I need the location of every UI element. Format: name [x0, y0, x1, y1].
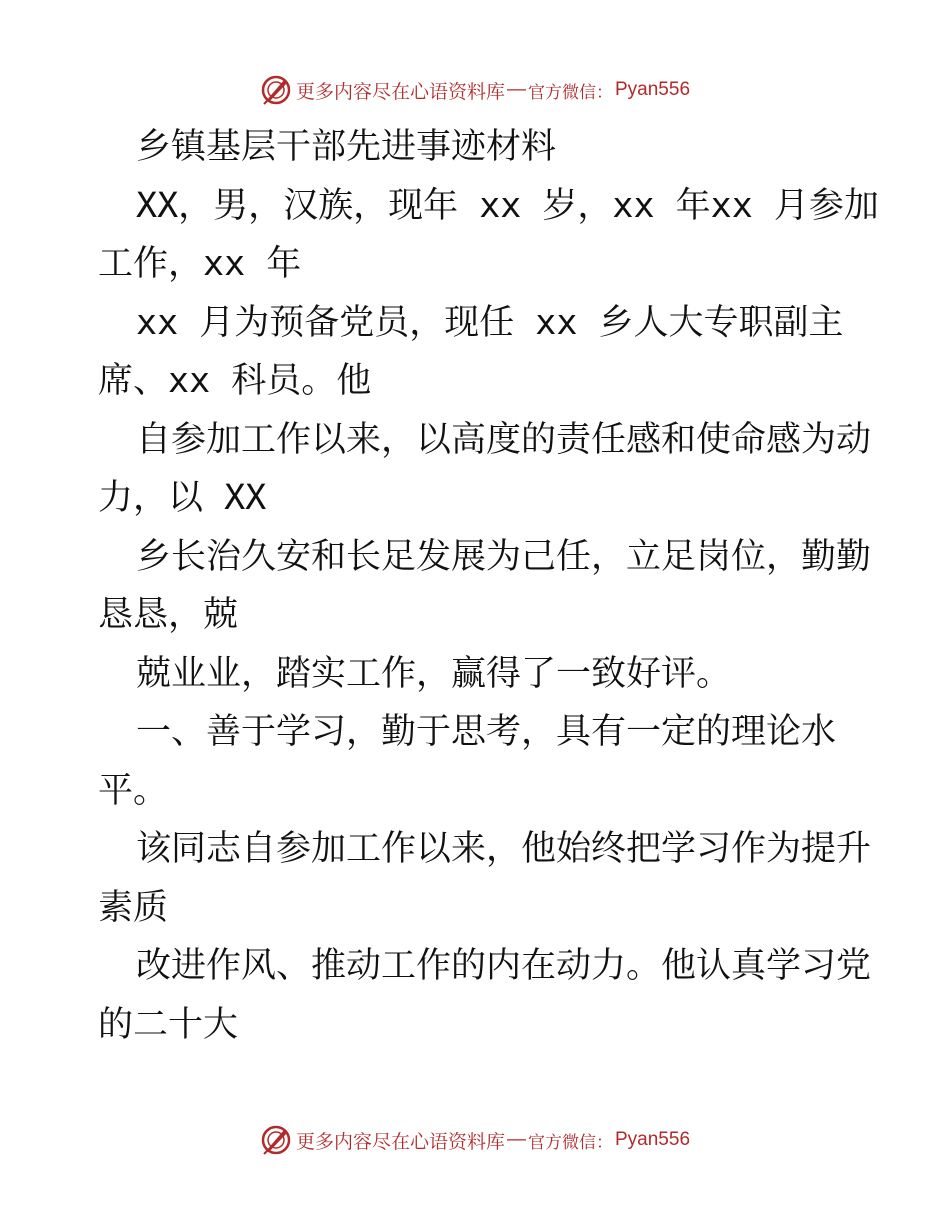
text-line: 该同志自参加工作以来，他始终把学习作为提升 — [136, 829, 872, 869]
text-line: 自参加工作以来，以高度的责任感和使命感为动 — [136, 419, 872, 460]
text-line: 的二十大 — [98, 1004, 239, 1045]
text-line: 乡长治久安和长足发展为己任，立足岗位，勤勤 — [136, 536, 872, 577]
text-line: 素质 — [98, 887, 169, 928]
quill-logo-icon — [260, 1124, 292, 1156]
text-line: 改进作风、推动工作的内在动力。他认真学习党 — [136, 946, 872, 986]
document-title: 乡镇基层干部先进事迹材料 — [136, 127, 557, 167]
footer-separator: — — [507, 1129, 526, 1150]
quill-logo-icon — [260, 74, 292, 106]
text-line: 力，以 XX — [98, 478, 267, 518]
text-line: 平。 — [98, 770, 169, 811]
footer-banner[interactable] — [0, 1120, 950, 1160]
header-wechat-label: 官方微信： — [528, 82, 613, 103]
header-brand-text: 更多内容尽在心语资料库 — [295, 80, 505, 103]
header-wechat-account: Pyan556 — [615, 79, 691, 100]
text-line: xx 月为预备党员，现任 xx 乡人大专职副主 — [136, 302, 844, 343]
text-line: 兢业业，踏实工作，赢得了一致好评。 — [136, 653, 732, 694]
document-body — [98, 118, 879, 1054]
footer-brand-text: 更多内容尽在心语资料库 — [295, 1130, 505, 1153]
section-heading: 一、善于学习，勤于思考，具有一定的理论水 — [136, 712, 837, 752]
header-banner[interactable] — [0, 70, 950, 110]
header-separator: — — [507, 79, 526, 100]
text-line: 席、xx 科员。他 — [98, 361, 372, 401]
text-line: 工作，xx 年 — [98, 244, 302, 284]
text-line: 恳恳，兢 — [98, 595, 239, 635]
footer-wechat-account: Pyan556 — [615, 1129, 691, 1150]
footer-wechat-label: 官方微信： — [528, 1132, 613, 1153]
text-line: XX，男，汉族，现年 xx 岁，xx 年xx 月参加 — [136, 185, 879, 226]
